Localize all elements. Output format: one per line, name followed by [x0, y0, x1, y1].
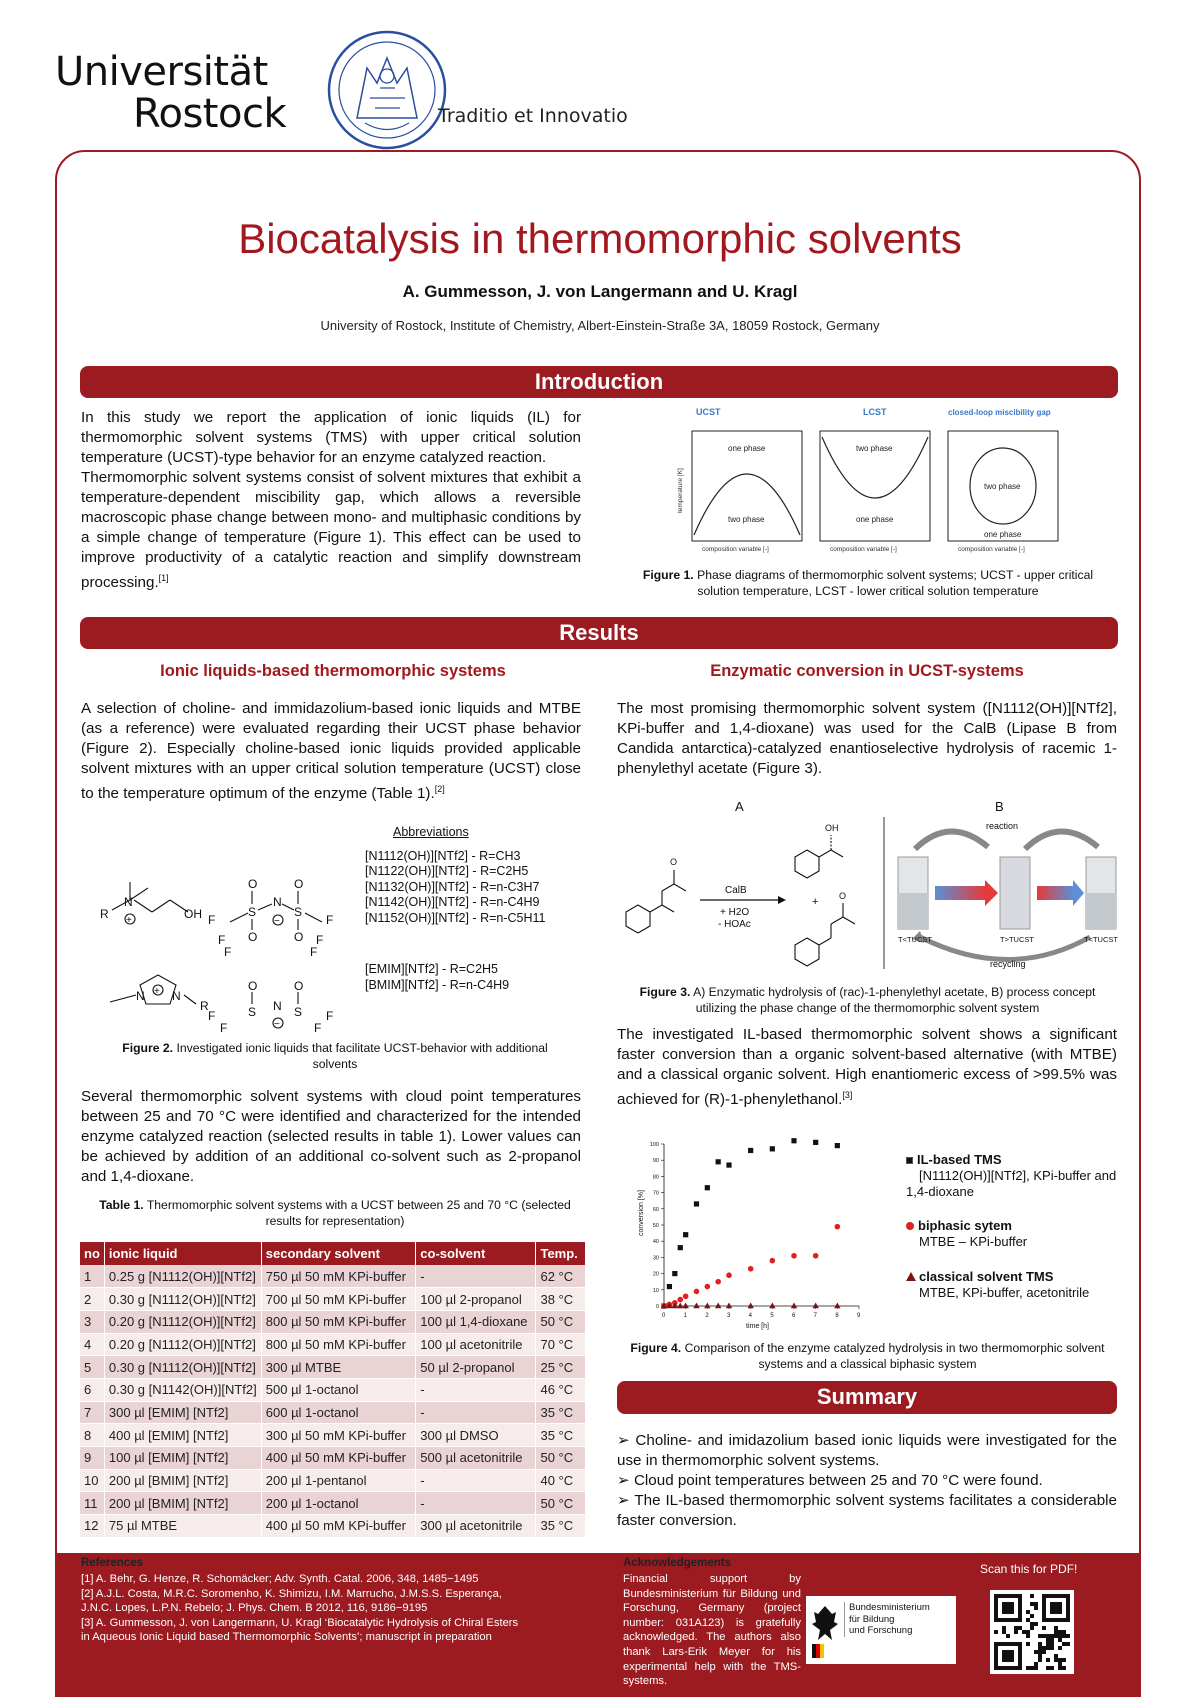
legend-circle-icon: [906, 1222, 914, 1230]
svg-text:S: S: [248, 1005, 257, 1019]
summary-item: ➢ The IL-based thermomorphic solvent systems facilitates a considerable faster conversion.: [617, 1492, 1117, 1529]
table-cell: 35 °C: [536, 1424, 586, 1447]
authors: A. Gummesson, J. von Langermann and U. Kragl: [402, 282, 798, 301]
chart-y-tick-label: 80: [652, 1174, 659, 1181]
chart-x-tick-label: 2: [705, 1313, 709, 1319]
table-cell: 500 µl acetonitrile: [416, 1447, 536, 1470]
svg-text:F: F: [326, 1009, 334, 1023]
table-cell: 6: [80, 1378, 104, 1401]
qr-code-icon[interactable]: [990, 1590, 1074, 1674]
table-cell: 300 µl MTBE: [261, 1356, 416, 1379]
table-cell: 0.30 g [N1112(OH)][NTf2]: [104, 1288, 261, 1311]
chart-point-classical: [812, 1303, 818, 1309]
chart-point-classical: [791, 1303, 797, 1309]
fig4-caption-label: Figure 4.: [630, 1341, 682, 1355]
table-row: [80, 1469, 586, 1492]
fig3-temp-3: T<TUCST: [1084, 935, 1118, 944]
table-row: [80, 1333, 586, 1356]
poster-title: Biocatalysis in thermomorphic solvents: [238, 215, 962, 262]
abbrev-item: [N1142(OH)][NTf2] - R=n-C4H9: [365, 895, 540, 909]
chart-x-tick-label: 5: [770, 1313, 774, 1319]
chart-point-il-based: [672, 1271, 677, 1276]
chart-point-classical: [682, 1303, 688, 1309]
fig1-caption-text: Phase diagrams of thermomorphic solvent systems; UCST - upper critical solution temperature, LCST - lower critical solution temperature: [693, 568, 1094, 598]
chart-point-biphasic: [705, 1284, 711, 1290]
table-cell: 400 µl 50 mM KPi-buffer: [261, 1515, 416, 1538]
svg-text:O: O: [294, 930, 304, 944]
table-cell: 11: [80, 1492, 104, 1515]
col-secondary-solvent: secondary solvent: [261, 1242, 416, 1265]
svg-text:O: O: [248, 930, 258, 944]
references-title: References: [81, 1557, 144, 1569]
fig3-temp-2: T>TUCST: [1000, 935, 1034, 944]
svg-text:N: N: [273, 999, 282, 1013]
legend-title: IL-based TMS: [917, 1152, 1002, 1167]
svg-text:O: O: [248, 877, 258, 891]
table-row: [80, 1447, 586, 1470]
table-cell: 0.20 g [N1112(OH)][NTf2]: [104, 1310, 261, 1333]
chart-y-tick-label: 20: [652, 1271, 659, 1278]
table-cell: 40 °C: [536, 1469, 586, 1492]
fig3-hoac: - HOAc: [718, 919, 751, 930]
table-cell: 12: [80, 1515, 104, 1538]
table-row: [80, 1492, 586, 1515]
fig3-calb: CalB: [725, 885, 747, 896]
chart-x-tick-label: 8: [835, 1313, 839, 1319]
acknowledgements-text: Financial support by Bundesministerium für Bildung und Forschung, Germany (project number: 031A123) is gratefully acknowledged. The authors also thank Lars-Erik Meyer for his experimental help with the TMS-systems.: [623, 1573, 801, 1688]
table-row: [80, 1424, 586, 1447]
table-header-row: [80, 1242, 586, 1265]
bmbf-text: Bundesministerium für Bildung und Forschung: [844, 1602, 930, 1637]
table-cell: 10: [80, 1469, 104, 1492]
fig3-label-a: A: [735, 799, 744, 814]
abbreviations-block: [365, 825, 585, 993]
table-cell: 200 µl [BMIM] [NTf2]: [104, 1492, 261, 1515]
svg-text:F: F: [218, 933, 226, 947]
summary-heading: Summary: [617, 1381, 1117, 1414]
reference-line: [2] A.J.L. Costa, M.R.C. Soromenho, K. Shimizu, I.M. Marrucho, J.M.S.S. Esperança,: [81, 1587, 502, 1600]
svg-text:S: S: [294, 905, 303, 919]
table-row: [80, 1288, 586, 1311]
table-cell: 50 °C: [536, 1447, 586, 1470]
svg-text:N: N: [136, 989, 145, 1003]
table-cell: 35 °C: [536, 1401, 586, 1424]
chart-point-biphasic: [677, 1297, 683, 1303]
svg-text:F: F: [220, 1021, 228, 1035]
svg-text:O: O: [248, 979, 258, 993]
results-heading: Results: [80, 617, 1118, 649]
legend-triangle-icon: [906, 1272, 916, 1281]
federal-eagle-icon: [810, 1600, 840, 1660]
col-co-solvent: co-solvent: [416, 1242, 536, 1265]
table-cell: 500 µl 1-octanol: [261, 1378, 416, 1401]
chart-point-il-based: [716, 1159, 721, 1164]
fig1-loop-one-phase: one phase: [984, 530, 1022, 539]
svg-text:O: O: [294, 979, 304, 993]
summary-list: [617, 1431, 1117, 1531]
fig1-lcst-two-phase: two phase: [856, 444, 893, 453]
svg-text:O: O: [839, 891, 847, 901]
fig3-h2o: + H2O: [720, 907, 750, 918]
table-cell: 200 µl [BMIM] [NTf2]: [104, 1469, 261, 1492]
reference-line: [1] A. Behr, G. Henze, R. Schomäcker; Adv. Synth. Catal. 2006, 348, 1485−1495: [81, 1573, 479, 1585]
chart-point-il-based: [726, 1162, 731, 1167]
figure-2-caption: [110, 1040, 560, 1072]
introduction-heading: Introduction: [80, 366, 1118, 398]
figure-3-process-scheme: [620, 797, 1120, 973]
chart-point-biphasic: [770, 1258, 776, 1264]
table-cell: 2: [80, 1288, 104, 1311]
table-cell: 35 °C: [536, 1515, 586, 1538]
table-cell: 50 °C: [536, 1310, 586, 1333]
table-cell: 750 µl 50 mM KPi-buffer: [261, 1265, 416, 1288]
chart-y-tick-label: 60: [652, 1206, 659, 1213]
svg-text:S: S: [294, 1005, 303, 1019]
fig4-caption-text: Comparison of the enzyme catalyzed hydrolysis in two thermomorphic solvent systems and a classical biphasic system: [681, 1341, 1105, 1371]
svg-text:R: R: [100, 907, 109, 921]
chart-x-tick-label: 7: [813, 1313, 818, 1319]
chart-point-il-based: [678, 1245, 683, 1250]
table-cell: 0.20 g [N1112(OH)][NTf2]: [104, 1333, 261, 1356]
table-cell: 5: [80, 1356, 104, 1379]
abbreviations-title: Abbreviations: [393, 825, 469, 839]
chart-xlabel: time [h]: [746, 1323, 769, 1330]
chart-ylabel: conversion [%]: [638, 1190, 645, 1236]
chart-x-tick-label: 6: [792, 1313, 796, 1319]
legend-classical: [906, 1269, 1126, 1301]
chart-point-classical: [693, 1303, 699, 1309]
chart-point-il-based: [748, 1148, 753, 1153]
legend-il-based: [906, 1152, 1126, 1200]
table-1-caption: [90, 1197, 580, 1229]
university-logo-text: [55, 49, 315, 137]
svg-text:N: N: [124, 895, 133, 909]
fig1-ucst-two-phase: two phase: [728, 515, 765, 524]
table-cell: 25 °C: [536, 1356, 586, 1379]
table-cell: 7: [80, 1401, 104, 1424]
chart-point-biphasic: [715, 1279, 721, 1285]
chart-x-tick-label: 4: [748, 1313, 753, 1319]
summary-item: ➢ Choline- and imidazolium based ionic liquids were investigated for the use in thermomorphic solvent systems.: [617, 1432, 1117, 1469]
university-name-line1: Universität: [55, 49, 268, 95]
abbrev-item: [N1122(OH)][NTf2] - R=C2H5: [365, 864, 529, 878]
chart-point-il-based: [770, 1146, 775, 1151]
table-cell: 75 µl MTBE: [104, 1515, 261, 1538]
table-cell: 8: [80, 1424, 104, 1447]
table-cell: 800 µl 50 mM KPi-buffer: [261, 1310, 416, 1333]
svg-text:+: +: [126, 915, 132, 926]
arrow-bullet-icon: ➢: [617, 1472, 634, 1489]
chart-point-biphasic: [748, 1266, 754, 1272]
legend-text: [N1112(OH)][NTf2], KPi-buffer and 1,4-dioxane: [906, 1168, 1117, 1199]
table-cell: 300 µl 50 mM KPi-buffer: [261, 1424, 416, 1447]
table-cell: 4: [80, 1333, 104, 1356]
svg-text:F: F: [314, 1021, 322, 1035]
fig1-xlabel-2: composition variable [-]: [830, 546, 897, 553]
table-1: [80, 1242, 586, 1538]
chart-y-tick-label: 90: [652, 1158, 659, 1165]
chart-point-il-based: [791, 1138, 796, 1143]
table-row: [80, 1515, 586, 1538]
reference-line: J.N.C. Lopes, L.P.N. Rebelo; J. Phys. Chem. B 2012, 116, 9186−9195: [81, 1602, 428, 1615]
fig1-ucst-one-phase: one phase: [728, 444, 766, 453]
chart-point-biphasic: [694, 1289, 700, 1295]
fig1-lcst-one-phase: one phase: [856, 515, 894, 524]
chart-point-biphasic: [813, 1253, 819, 1259]
chart-point-il-based: [813, 1140, 818, 1145]
bmbf-logo: [806, 1596, 956, 1664]
svg-text:S: S: [248, 905, 257, 919]
acknowledgements-title: Acknowledgements: [623, 1557, 731, 1569]
fig1-label-closed-loop: closed-loop miscibility gap: [948, 408, 1051, 417]
affiliation: University of Rostock, Institute of Chemistry, Albert-Einstein-Straße 3A, 18059 Rostock, Germany: [320, 318, 880, 333]
legend-title: biphasic sytem: [918, 1218, 1012, 1233]
summary-item: ➢ Cloud point temperatures between 25 and 70 °C were found.: [617, 1472, 1043, 1489]
table-cell: 50 µl 2-propanol: [416, 1356, 536, 1379]
legend-square-icon: [906, 1157, 913, 1164]
fig3-label-b: B: [995, 799, 1004, 814]
chart-point-biphasic: [683, 1293, 689, 1299]
svg-text:O: O: [294, 877, 304, 891]
abbrev-item: [N1152(OH)][NTf2] - R=n-C5H11: [365, 910, 546, 925]
table-cell: 100 µl acetonitrile: [416, 1333, 536, 1356]
table-cell: 100 µl 1,4-dioxane: [416, 1310, 536, 1333]
table-cell: 46 °C: [536, 1378, 586, 1401]
chart-y-tick-label: 100: [649, 1142, 659, 1148]
table-cell: -: [416, 1378, 536, 1401]
chart-point-biphasic: [791, 1253, 797, 1259]
legend-biphasic: [906, 1218, 1126, 1250]
results-left-paragraph-2: Several thermomorphic solvent systems with cloud point temperatures between 25 and 70 °C were identified and characterized for the intended enzyme catalyzed reaction (selected results in table 1). Lower values can be achieved by addition of an additional co-solvent such as 2-propanol and 1,4-dioxane.: [81, 1088, 581, 1185]
table-cell: 50 °C: [536, 1492, 586, 1515]
enzymatic-conversion-subheading: Enzymatic conversion in UCST-systems: [710, 662, 1024, 680]
table-row: [80, 1378, 586, 1401]
table-row: [80, 1356, 586, 1379]
chart-y-tick-label: 40: [652, 1239, 659, 1246]
table-row: [80, 1310, 586, 1333]
fig1-caption-label: Figure 1.: [642, 568, 694, 582]
col-no: no: [80, 1242, 104, 1265]
intro-text: [81, 408, 581, 593]
arrow-bullet-icon: ➢: [617, 1432, 636, 1449]
table-cell: 62 °C: [536, 1265, 586, 1288]
chart-point-il-based: [694, 1201, 699, 1206]
table-cell: 300 µl [EMIM] [NTf2]: [104, 1401, 261, 1424]
university-name-line2: Rostock: [133, 91, 287, 137]
chart-x-tick-label: 1: [683, 1313, 688, 1319]
chart-y-tick-label: 0: [655, 1304, 659, 1310]
chart-point-il-based: [835, 1143, 840, 1148]
col-temp: Temp.: [536, 1242, 586, 1265]
intro-paragraph-1: In this study we report the application of ionic liquids (IL) for thermomorphic solvent systems (TMS) with upper critical solution temperature (UCST)-type behavior for an enzyme catalyzed reaction.: [81, 409, 581, 466]
chart-x-tick-label: 3: [727, 1313, 731, 1319]
reference-line: in Aqueous Ionic Liquid based Thermomorphic Solvents’; manuscript in preparation: [81, 1631, 492, 1644]
intro-ref: [1]: [158, 573, 169, 583]
chart-point-classical: [834, 1303, 840, 1309]
chart-point-classical: [747, 1303, 753, 1309]
svg-text:F: F: [310, 945, 318, 959]
results-right-paragraph-2: [617, 1025, 1117, 1110]
table-cell: -: [416, 1492, 536, 1515]
intro-paragraph-2: Thermomorphic solvent systems consist of solvent mixtures that exhibit a temperature-dependent miscibility gap, which allows a reversible macroscopic phase change between mono- and multiphasic conditions by a simple change of temperature (Figure 1). This effect can be used to improve productivity of a catalytic reaction and simplify downstream processing.: [81, 469, 581, 592]
table-cell: 400 µl 50 mM KPi-buffer: [261, 1447, 416, 1470]
svg-text:F: F: [208, 1009, 216, 1023]
chart-x-tick-label: 9: [857, 1313, 861, 1319]
legend-text: MTBE, KPi-buffer, acetonitrile: [919, 1285, 1090, 1300]
chart-point-classical: [769, 1303, 775, 1309]
results-left-p1-text: A selection of choline- and immidazolium-based ionic liquids and MTBE (as a reference) were evaluated regarding their UCST phase behavior (Figure 2). Especially choline-based ionic liquids provided applicable solvent mixtures with an upper critical solution temperature (UCST) close to the temperature optimum of the enzyme (Table 1).: [81, 700, 581, 803]
fig3-plus: +: [812, 896, 819, 908]
chart-point-classical: [715, 1303, 721, 1309]
abbrev-item: [N1112(OH)][NTf2] - R=CH3: [365, 848, 521, 863]
abbrev-item: [BMIM][NTf2] - R=n-C4H9: [365, 977, 510, 992]
table-cell: 300 µl DMSO: [416, 1424, 536, 1447]
svg-text:−: −: [274, 1019, 280, 1030]
table-cell: 100 µl [EMIM] [NTf2]: [104, 1447, 261, 1470]
ionic-liquids-subheading: Ionic liquids-based thermomorphic systems: [160, 662, 506, 680]
table-cell: 0.30 g [N1112(OH)][NTf2]: [104, 1356, 261, 1379]
table-row: [80, 1265, 586, 1288]
chart-y-tick-label: 50: [652, 1223, 659, 1229]
table-cell: 9: [80, 1447, 104, 1470]
legend-text: MTBE – KPi-buffer: [919, 1234, 1028, 1249]
chart-x-tick-label: 0: [662, 1313, 666, 1319]
col-ionic-liquid: ionic liquid: [104, 1242, 261, 1265]
table-cell: -: [416, 1469, 536, 1492]
table-cell: 0.30 g [N1142(OH)][NTf2]: [104, 1378, 261, 1401]
figure-4-conversion-chart: [634, 1136, 884, 1336]
figure-1-caption: [628, 567, 1108, 599]
fig3-recycling: recycling: [990, 959, 1026, 969]
fig1-xlabel-1: composition variable [-]: [702, 546, 769, 553]
fig3-reaction: reaction: [986, 821, 1019, 831]
fig2-caption-label: Figure 2.: [122, 1041, 174, 1055]
chart-point-il-based: [705, 1185, 710, 1190]
table-cell: 700 µl 50 mM KPi-buffer: [261, 1288, 416, 1311]
abbrev-item: [N1132(OH)][NTf2] - R=n-C3H7: [365, 879, 540, 894]
results-left-p1-ref: [2]: [434, 784, 445, 794]
legend-title: classical solvent TMS: [919, 1269, 1054, 1284]
table1-caption-label: Table 1.: [99, 1198, 144, 1212]
fig2-caption-text: Investigated ionic liquids that facilitate UCST-behavior with additional solvents: [173, 1041, 548, 1071]
table-cell: 600 µl 1-octanol: [261, 1401, 416, 1424]
table-row: [80, 1401, 586, 1424]
table1-caption-text: Thermomorphic solvent systems with a UCST between 25 and 70 °C (selected results for representation): [143, 1198, 571, 1228]
table-cell: 300 µl acetonitrile: [416, 1515, 536, 1538]
table-cell: -: [416, 1265, 536, 1288]
fig3-oh: OH: [825, 823, 839, 833]
abbrev-item: [EMIM][NTf2] - R=C2H5: [365, 962, 499, 976]
svg-text:F: F: [224, 945, 232, 959]
table-cell: 1: [80, 1265, 104, 1288]
table-cell: 100 µl 2-propanol: [416, 1288, 536, 1311]
chart-point-classical: [726, 1303, 732, 1309]
table-cell: 400 µl [EMIM] [NTf2]: [104, 1424, 261, 1447]
figure-1-phase-diagrams: [668, 403, 1088, 555]
svg-text:R: R: [200, 999, 209, 1013]
svg-text:+: +: [154, 986, 160, 997]
svg-text:F: F: [208, 913, 216, 927]
table-cell: 3: [80, 1310, 104, 1333]
figure-3-caption: [620, 984, 1115, 1016]
fig1-label-ucst: UCST: [696, 407, 721, 417]
results-right-paragraph-1: The most promising thermomorphic solvent system ([N1112(OH)][NTf2], KPi-buffer and 1,4-dioxane) was used for the CalB (Lipase B from Candida antarctica)-catalyzed enantioselective hydrolysis of racemic 1-phenylethyl acetate (Figure 3).: [617, 700, 1117, 777]
svg-text:−: −: [274, 916, 280, 927]
table-cell: 200 µl 1-pentanol: [261, 1469, 416, 1492]
chart-point-biphasic: [835, 1224, 841, 1230]
table-cell: 200 µl 1-octanol: [261, 1492, 416, 1515]
fig1-ylabel: temperature [K]: [677, 468, 684, 513]
university-motto: Traditio et Innovatio: [438, 105, 628, 127]
svg-text:N: N: [172, 989, 181, 1003]
chart-y-tick-label: 30: [652, 1255, 659, 1262]
chart-point-il-based: [667, 1284, 672, 1289]
table-cell: -: [416, 1401, 536, 1424]
chart-y-tick-label: 10: [652, 1287, 659, 1294]
svg-text:F: F: [316, 933, 324, 947]
university-seal-icon: [325, 28, 449, 152]
svg-text:OH: OH: [184, 907, 202, 921]
scan-for-pdf-label: Scan this for PDF!: [980, 1562, 1078, 1576]
fig3-temp-1: T<TUCST: [898, 935, 932, 944]
references-list: [81, 1572, 601, 1645]
results-right-p2-text: The investigated IL-based thermomorphic solvent shows a significant faster conversion than a organic solvent-based alternative (with MTBE) and a classical organic solvent. High enantiomeric excess of >99.5% was achieved for (R)-1-phenylethanol.: [617, 1026, 1117, 1109]
svg-text:F: F: [326, 913, 334, 927]
chart-point-classical: [677, 1303, 683, 1309]
chart-y-tick-label: 70: [652, 1190, 659, 1197]
fig3-caption-text: A) Enzymatic hydrolysis of (rac)-1-phenylethyl acetate, B) process concept utilizing the phase change of the thermomorphic solvent system: [690, 985, 1096, 1015]
reference-line: [3] A. Gummesson, J. von Langermann, U. Kragl ‘Biocatalytic Hydrolysis of Chiral Esters: [81, 1616, 519, 1629]
table-cell: 70 °C: [536, 1333, 586, 1356]
fig1-xlabel-3: composition variable [-]: [958, 546, 1025, 553]
table-cell: 0.25 g [N1112(OH)][NTf2]: [104, 1265, 261, 1288]
table-cell: 38 °C: [536, 1288, 586, 1311]
chart-point-classical: [704, 1303, 710, 1309]
results-left-paragraph-1: [81, 699, 581, 804]
chart-point-il-based: [683, 1232, 688, 1237]
arrow-bullet-icon: ➢: [617, 1492, 635, 1509]
svg-text:N: N: [273, 895, 282, 909]
fig1-loop-two-phase: two phase: [984, 482, 1021, 491]
figure-4-caption: [620, 1340, 1115, 1372]
table-cell: 800 µl 50 mM KPi-buffer: [261, 1333, 416, 1356]
svg-text:O: O: [670, 857, 678, 867]
fig1-label-lcst: LCST: [863, 407, 887, 417]
results-right-p2-ref: [3]: [842, 1090, 853, 1100]
fig3-caption-label: Figure 3.: [639, 985, 691, 999]
chart-point-biphasic: [726, 1272, 732, 1278]
